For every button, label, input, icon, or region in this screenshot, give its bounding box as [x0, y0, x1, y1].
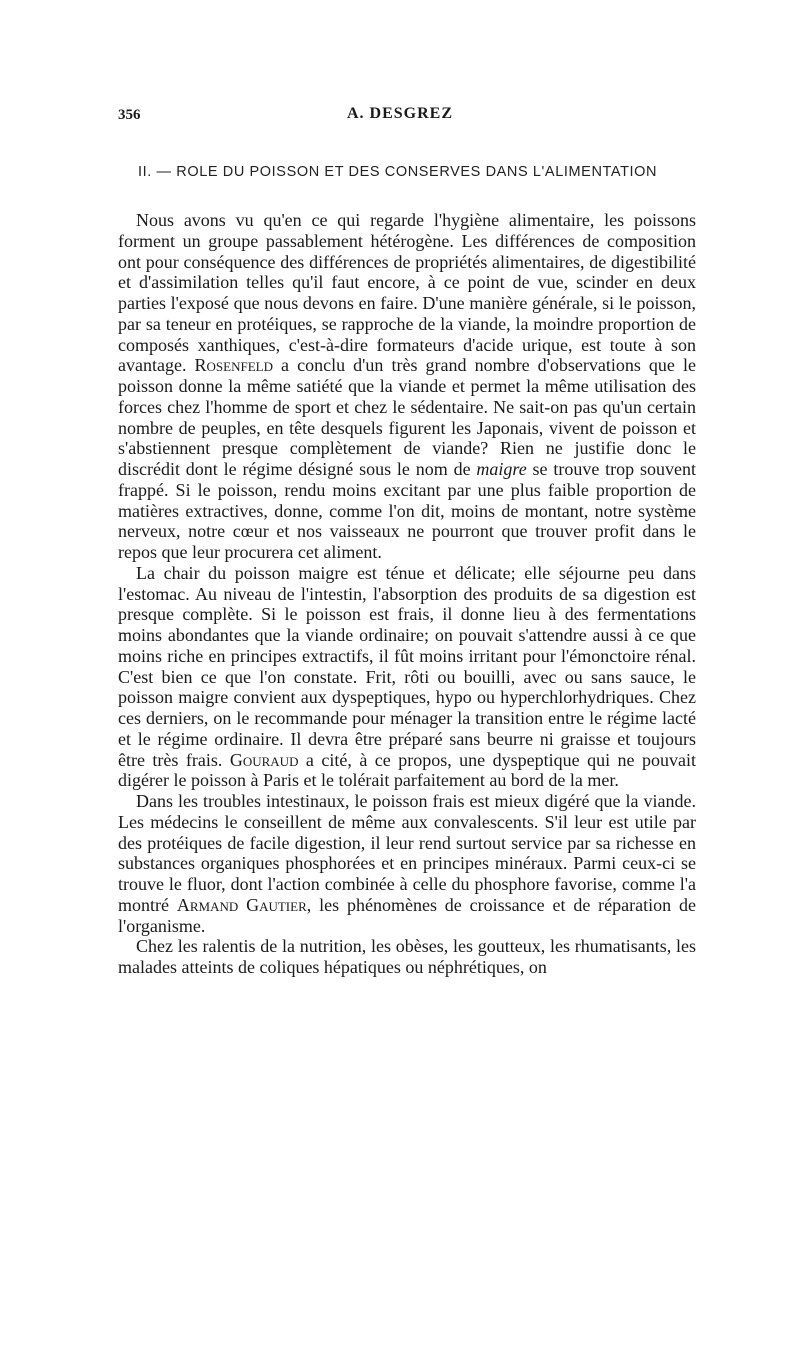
section-title: II. — ROLE DU POISSON ET DES CONSERVES DANS L'ALIMENTATION	[138, 164, 658, 180]
p1-text-a: Nous avons vu qu'en ce qui regarde l'hygiène alimentaire, les poissons forment un groupe passablement hétérogène. Les différences de composition ont pour conséquence des différences de propriétés alimentaires, de digestibilité et d'assimilation telles qu'il faut encore, à ce point de vue, scinder en deux parties l'exposé que nous devons en faire. D'une manière générale, si le poisson, par sa teneur en protéiques, se rapproche de la viande, la moindre proportion de composés xanthiques, c'est-à-dire formateurs d'acide urique, est toute à son avantage.	[118, 210, 696, 376]
page-number: 356	[118, 107, 141, 123]
p4-text-a: Chez les ralentis de la nutrition, les obèses, les goutteux, les rhumatisants, les malades atteints de coliques hépatiques ou néphrétiques, on	[118, 936, 696, 977]
p1-text-b: a conclu d'un très grand nombre d'observations que le poisson donne la même satiété que la viande et permet la même utilisation des forces chez l'homme de sport et chez le sédentaire. Ne sait-on pas qu'un certain nombre de peuples, en tête desquels figurent les Japonais, vivent de poisson et s'abstiennent presque complètement de viande? Rien ne justifie donc le discrédit dont le régime désigné sous le nom de	[118, 355, 696, 479]
author-name-gouraud: Gouraud	[229, 749, 299, 770]
p2-text-a: La chair du poisson maigre est ténue et délicate; elle séjourne peu dans l'estomac. Au niveau de l'intestin, l'absorption des produits de sa digestion est presque complète. Si le poisson est frais, il donne lieu à des fermentations moins abondantes que la viande ordinaire; on pouvait s'attendre aussi à ce que moins riche en principes extractifs, il fût moins irritant pour l'émonctoire rénal. C'est bien ce que l'on constate. Frit, rôti ou bouilli, avec ou sans sauce, le poisson maigre convient aux dyspeptiques, hypo ou hyperchlorhydriques. Chez ces derniers, on le recommande pour ménager la transition entre le régime lacté et le régime ordinaire. Il devra être préparé sans beurre ni graisse et toujours être très frais.	[118, 562, 696, 770]
p3-text-b: , les phénomènes de croissance et de réparation de l'organisme.	[118, 894, 696, 936]
running-head: A. DESGREZ	[346, 105, 454, 122]
italic-term-maigre: maigre	[476, 459, 527, 479]
body-text	[118, 210, 696, 978]
paragraph-1	[118, 210, 696, 563]
author-name-armand-gautier: Armand Gautier	[176, 894, 307, 915]
paragraph-2	[118, 563, 696, 791]
author-name-rosenfeld: Rosenfeld	[194, 355, 273, 376]
p3-text-a: Dans les troubles intestinaux, le poisson frais est mieux digéré que la viande. Les médecins le conseillent de même aux convalescents. S'il leur est utile par des protéiques de facile digestion, il leur rend surtout service par sa richesse en substances organiques phosphorées et en principes minéraux. Parmi ceux-ci se trouve le fluor, dont l'action combinée à celle du phosphore favorise, comme l'a montré	[118, 791, 696, 915]
paragraph-3	[118, 791, 696, 936]
p2-text-b: a cité, à ce propos, une dyspeptique qui ne pouvait digérer le poisson à Paris et le tolérait parfaitement au bord de la mer.	[118, 749, 696, 791]
paragraph-4	[118, 936, 696, 978]
p1-text-c: se trouve trop souvent frappé. Si le poisson, rendu moins excitant par une plus faible proportion de matières extractives, donne, comme l'on dit, moins de montant, notre système nerveux, notre cœur et nos vaisseaux ne pourront que trouver profit dans le repos que leur procurera cet aliment.	[118, 459, 697, 562]
